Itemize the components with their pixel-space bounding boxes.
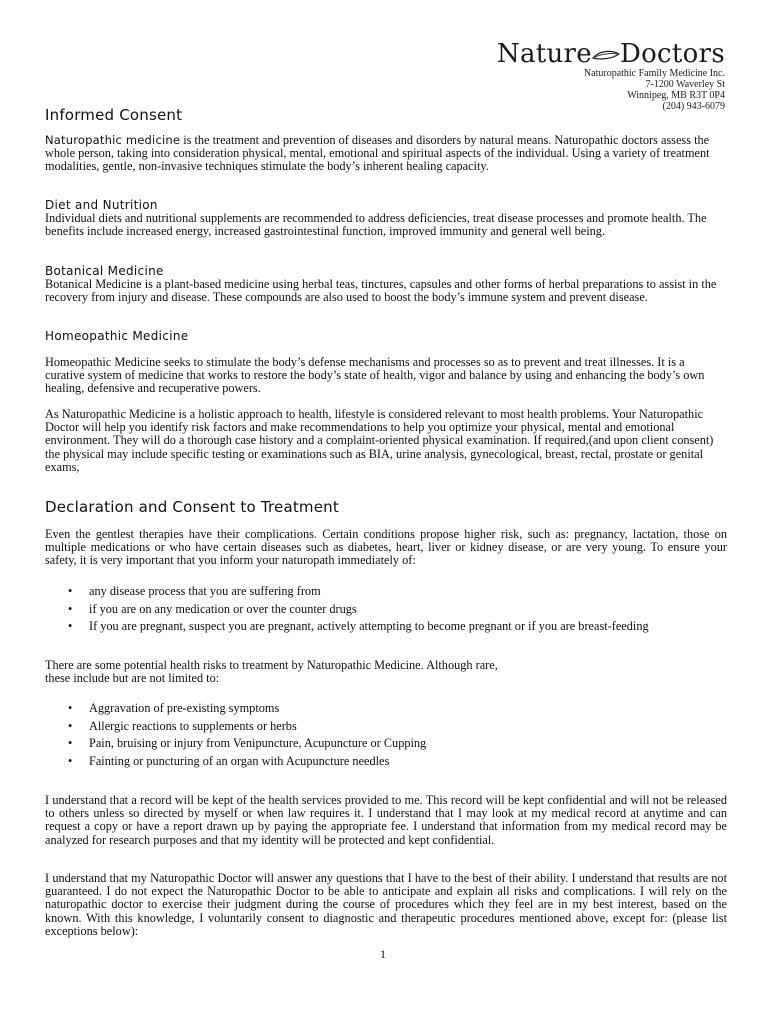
address-city: Winnipeg, MB R3T 0P4 — [627, 90, 725, 101]
bullet: • — [68, 619, 73, 634]
botanical-section — [45, 264, 727, 304]
logo-word-doctors: Doctors — [619, 39, 725, 69]
homeopathic-heading: Homeopathic Medicine — [45, 329, 189, 343]
diet-heading: Diet and Nutrition — [45, 198, 158, 212]
bullet: • — [68, 736, 73, 751]
list-item: • If you are pregnant, suspect you are pregnant, actively attempting to become pregnant or if you are breast-feeding — [68, 619, 649, 634]
botanical-text: Botanical Medicine is a plant-based medicine using herbal teas, tinctures, capsules and other forms of herbal preparations to assist in the recovery from injury and disease. These compounds are also used to boost the body’s immune system and prevent disease. — [45, 277, 717, 305]
holistic-text: As Naturopathic Medicine is a holistic approach to health, lifestyle is considered relevant to most health problems. Your Naturopathic Doctor will help you identify risk factors and make recommendations to help you optimize your physical, mental and emotional environment. They will do a thorough case history and a complaint-oriented physical examination. If required,(and upon client consent) the physical may include specific testing or examinations such as BIA, urine analysis, gynecological, breast, rectal, prostate or genital exams, — [45, 407, 714, 474]
declaration-intro — [45, 528, 727, 568]
declaration-intro-text: Even the gentlest therapies have their complications. Certain conditions propose higher risk, such as: pregnancy, lactation, those on multiple medications or who have certain diseases such as diabetes, heart, liver or kidney disease, or are very young. To ensure your safety, it is very important that you inform your naturopath immediately of: — [45, 527, 727, 568]
botanical-heading: Botanical Medicine — [45, 264, 164, 278]
list-item: • Pain, bruising or injury from Venipuncture, Acupuncture or Cupping — [68, 736, 427, 751]
risks-intro — [45, 659, 727, 685]
inform-list-block — [45, 585, 727, 638]
risks-line-2: these include but are not limited to: — [45, 671, 220, 686]
list-item: • Aggravation of pre-existing symptoms — [68, 701, 280, 715]
leaf-icon — [592, 49, 620, 61]
phone-number: (204) 943-6079 — [662, 101, 725, 112]
intro-lead: Naturopathic medicine — [45, 133, 181, 147]
record-text: I understand that a record will be kept of the health services provided to me. This record will be kept confidential and will not be released to others unless so directed by myself or when law requires it. I understand that I may look at my medical record at anytime and can request a copy or have a report drawn up by paying the appropriate fee. I understand that information from my medical record may be analyzed for research purposes and that my identity will be protected and kept confidential. — [45, 793, 727, 847]
page-number: 1 — [380, 947, 386, 961]
list-item: • any disease process that you are suffering from — [68, 584, 321, 598]
understand-text: I understand that my Naturopathic Doctor will answer any questions that I have to the best of their ability. I understand that results are not guaranteed. I do not expect the Naturopathic Doctor to be able to anticipate and explain all risks and complications. I will rely on the naturopathic doctor to exercise their judgment during the course of procedures which they feel are in my best interest, based on the known. With this knowledge, I voluntarily consent to diagnostic and therapeutic procedures mentioned above, except for: (please list exceptions below): — [45, 871, 727, 938]
logo — [497, 40, 725, 68]
holistic-paragraph — [45, 408, 727, 474]
understand-paragraph — [45, 872, 727, 938]
bullet: • — [68, 753, 73, 768]
intro-text: is the treatment and prevention of diseases and disorders by natural means. Naturopathic doctors assess the whole person, taking into consideration physical, mental, emotional and spiritual aspects of the individual. Using a variety of treatment modalities, gentle, non-invasive techniques stimulate the body’s inherent healing capacity. — [45, 133, 710, 174]
risk-list — [45, 702, 727, 768]
clinic-name: Naturopathic Family Medicine Inc. — [583, 68, 725, 79]
bullet: • — [68, 584, 73, 598]
informed-consent-title: Informed Consent — [45, 106, 183, 124]
risks-line-1: There are some potential health risks to treatment by Naturopathic Medicine. Although rare, — [45, 658, 498, 672]
risk-list-block — [45, 702, 727, 772]
bullet: • — [68, 601, 73, 616]
list-item: • if you are on any medication or over the counter drugs — [68, 601, 357, 616]
bullet: • — [68, 701, 73, 715]
declaration-title: Declaration and Consent to Treatment — [45, 498, 339, 516]
intro-paragraph — [45, 134, 727, 174]
diet-section — [45, 198, 727, 238]
diet-text: Individual diets and nutritional supplements are recommended to address deficiencies, treat disease processes and promote health. The benefits include increased energy, increased gastrointestinal function, improved immunity and general well being. — [45, 211, 707, 239]
homeopathic-paragraph — [45, 356, 727, 396]
informed-consent-title-block — [45, 106, 727, 124]
letterhead — [497, 40, 725, 112]
record-paragraph — [45, 794, 727, 847]
inform-list — [45, 585, 727, 633]
homeopathic-text: Homeopathic Medicine seeks to stimulate the body’s defense mechanisms and processes so as to prevent and treat illnesses. It is a curative system of medicine that works to restore the body’s state of health, vigor and balance by using and enhancing the body’s own healing, defensive and recuperative powers. — [45, 355, 705, 396]
bullet: • — [68, 718, 73, 733]
address-street: 7-1200 Waverley St — [645, 79, 725, 90]
logo-word-nature: Nature — [496, 39, 592, 69]
list-item: • Fainting or puncturing of an organ with Acupuncture needles — [68, 753, 390, 768]
homeopathic-heading-block — [45, 329, 727, 343]
list-item: • Allergic reactions to supplements or herbs — [68, 718, 297, 733]
declaration-title-block — [45, 498, 727, 516]
